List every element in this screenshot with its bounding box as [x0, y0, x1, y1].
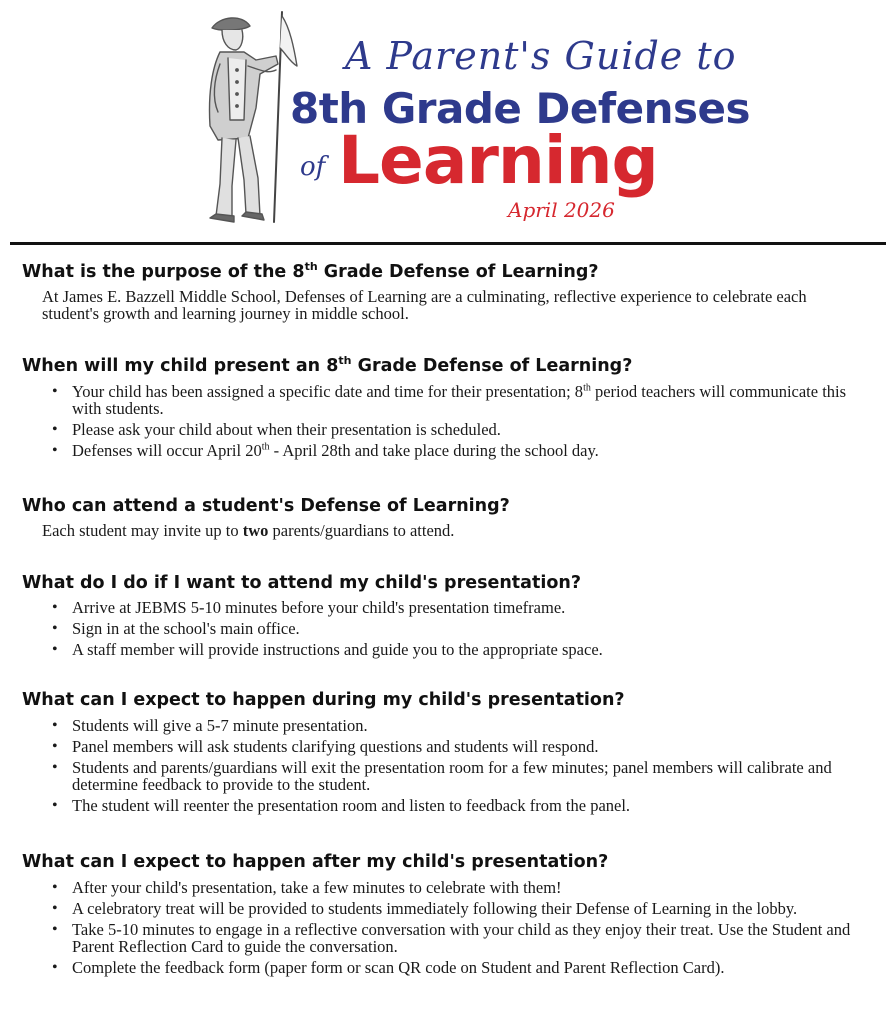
colonial-soldier-illustration: [198, 8, 298, 230]
header-title-line1: 8th Grade Defenses: [290, 84, 751, 133]
section-heading-after: What can I expect to happen after my child's presentation?: [22, 852, 609, 872]
section-heading-purpose: What is the purpose of the 8th Grade Defense of Learning?: [22, 260, 599, 282]
list-item: • Your child has been assigned a specific date and time for their presentation; 8th period teachers will communicate this with students.: [52, 382, 847, 418]
header-divider: [10, 242, 886, 245]
bullet-list-when: [0, 383, 860, 463]
header-title-line2: Learning: [338, 122, 658, 199]
section-paragraph-purpose: At James E. Bazzell Middle School, Defenses of Learning are a culminating, reflective experience to celebrate each student's growth and learning journey in middle school.: [42, 287, 807, 323]
list-item: • Panel members will ask students clarifying questions and students will respond.: [52, 737, 599, 756]
section-heading-attend: What do I do if I want to attend my child's presentation?: [22, 573, 581, 593]
header-tagline: A Parent's Guide to: [345, 34, 737, 78]
list-item: • Take 5-10 minutes to engage in a reflective conversation with your child as they enjoy their treat. Use the Student and Parent Reflection Card to guide the conversation.: [52, 920, 851, 956]
header-date: April 2026: [508, 198, 615, 222]
list-item: • Defenses will occur April 20th - April 28th and take place during the school day.: [52, 441, 599, 460]
list-item: • Complete the feedback form (paper form or scan QR code on Student and Parent Reflection Card).: [52, 958, 725, 977]
list-item: • Students and parents/guardians will exit the presentation room for a few minutes; panel members will calibrate and determine feedback to provide to the student.: [52, 758, 832, 794]
list-item: • Arrive at JEBMS 5-10 minutes before your child's presentation timeframe.: [52, 598, 566, 617]
list-item: • A staff member will provide instructions and guide you to the appropriate space.: [52, 640, 603, 659]
section-paragraph-who: Each student may invite up to two parents/guardians to attend.: [42, 521, 455, 540]
bullet-list-during: [0, 717, 860, 818]
bullet-list-attend: [0, 599, 860, 662]
list-item: • Sign in at the school's main office.: [52, 619, 300, 638]
section-heading-who: Who can attend a student's Defense of Learning?: [22, 496, 510, 516]
section-heading-when: When will my child present an 8th Grade Defense of Learning?: [22, 354, 633, 376]
bullet-list-after: [0, 879, 860, 980]
list-item: • The student will reenter the presentation room and listen to feedback from the panel.: [52, 796, 631, 815]
section-heading-during: What can I expect to happen during my child's presentation?: [22, 690, 625, 710]
list-item: • After your child's presentation, take a few minutes to celebrate with them!: [52, 878, 562, 897]
page-header: [0, 0, 896, 245]
list-item: • Please ask your child about when their presentation is scheduled.: [52, 420, 501, 439]
list-item: • A celebratory treat will be provided to students immediately following their Defense of Learning in the lobby.: [52, 899, 798, 918]
header-title-of: of: [300, 152, 326, 182]
list-item: • Students will give a 5-7 minute presentation.: [52, 716, 368, 735]
